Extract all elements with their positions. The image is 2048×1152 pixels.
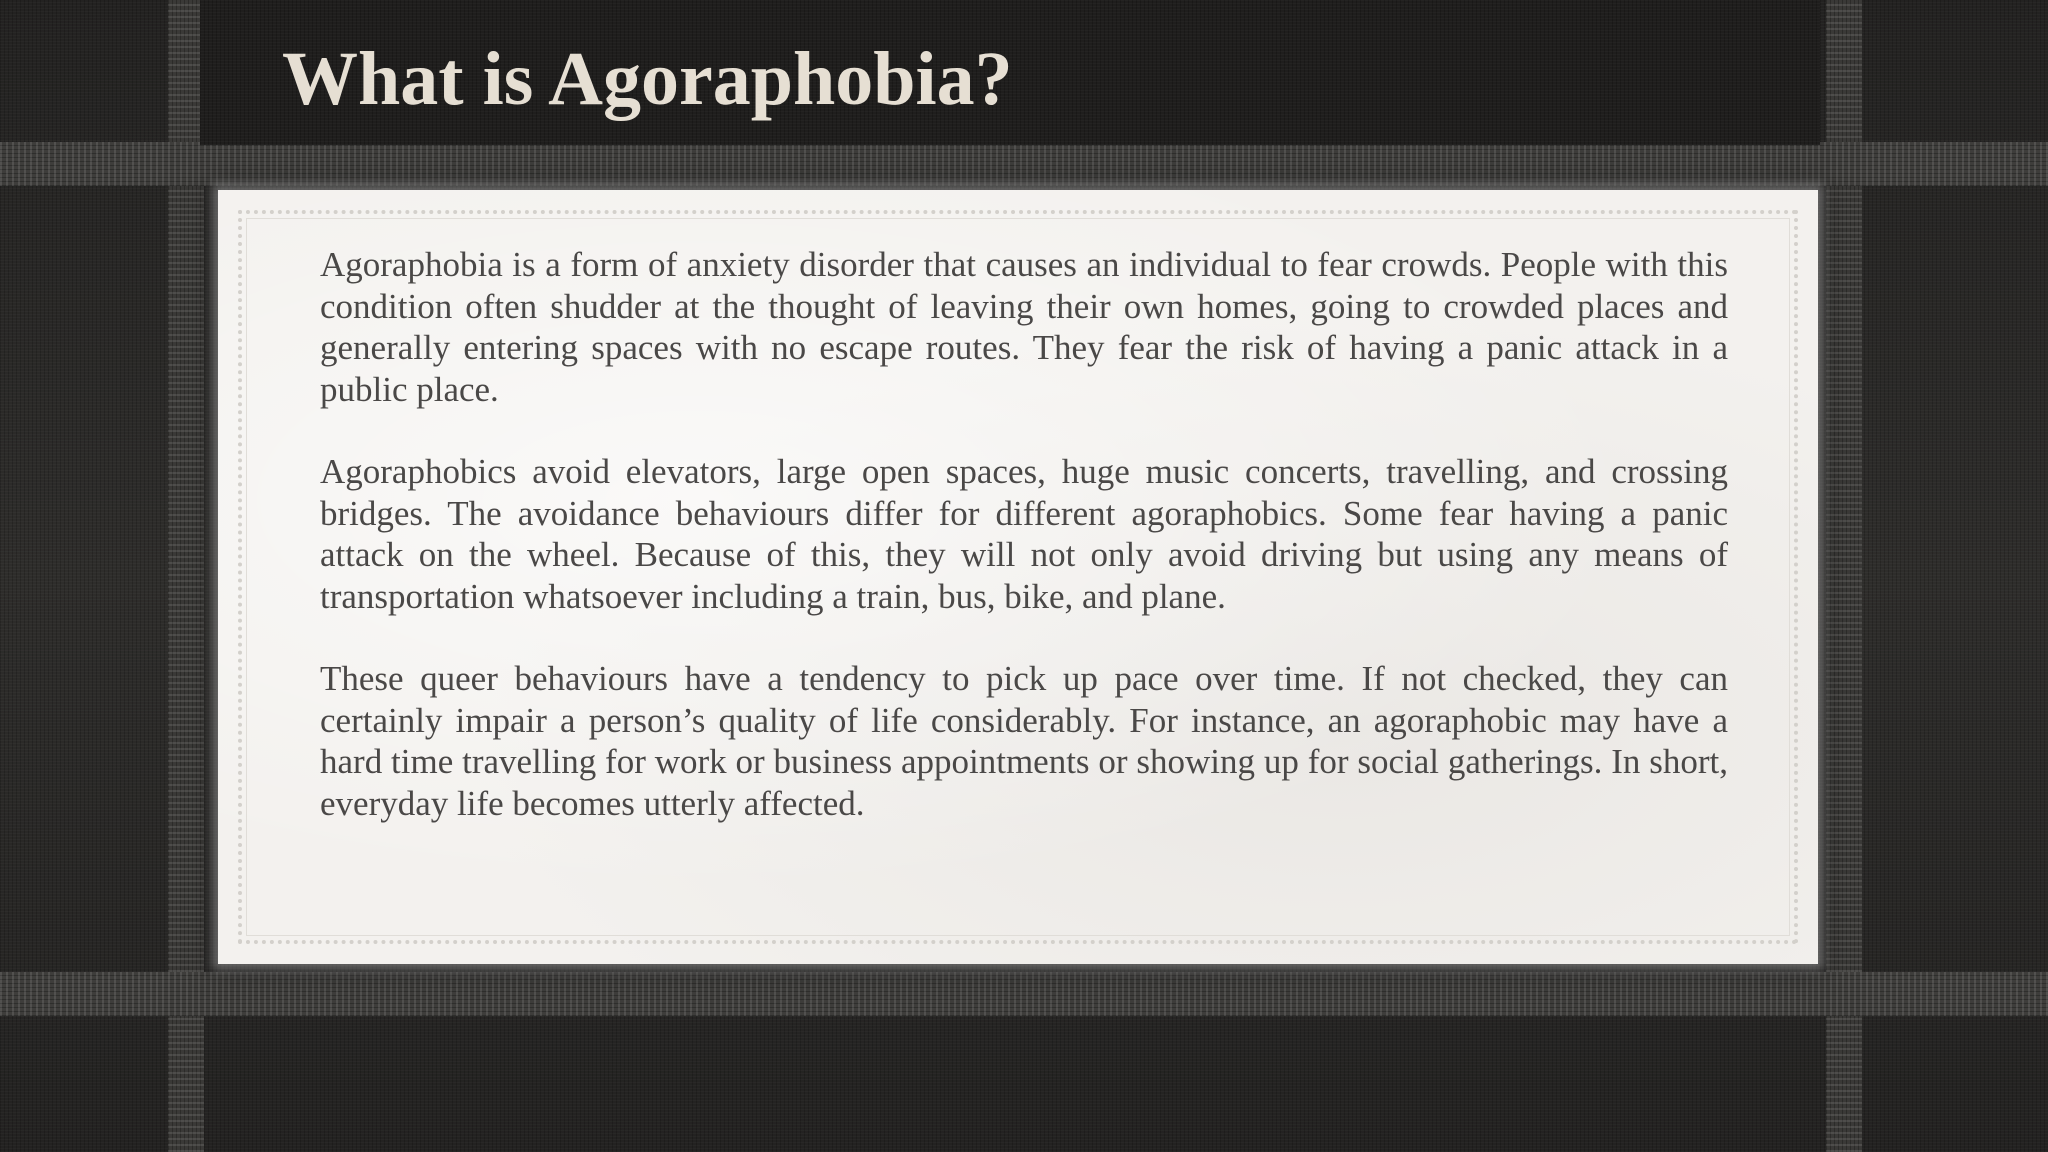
fabric-stripe-horizontal-top <box>0 142 2048 186</box>
paragraph-avoidance: Agoraphobics avoid elevators, large open spaces, huge music concerts, travelling, and crossing bridges. The avoidance behaviours differ for different agoraphobics. Some fear having a panic attack on the wheel. Because of this, they will not only avoid driving but using any means of transportation whatsoever including a train, bus, bike, and plane. <box>320 452 1728 616</box>
fabric-stripe-horizontal-bottom <box>0 972 2048 1016</box>
paragraph-impact: These queer behaviours have a tendency to pick up pace over time. If not checked, they can certainly impair a person’s quality of life considerably. For instance, an agoraphobic may have a hard time travelling for work or business appointments or showing up for social gatherings. In short, everyday life becomes utterly affected. <box>320 659 1728 823</box>
paragraph-definition: Agoraphobia is a form of anxiety disorder that causes an individual to fear crowds. People with this condition often shudder at the thought of leaving their own homes, going to crowded places and generally entering spaces with no escape routes. They fear the risk of having a panic attack in a public place. <box>320 245 1728 409</box>
slide-title: What is Agoraphobia? <box>282 37 1013 121</box>
paper-card <box>218 190 1818 964</box>
body-text <box>320 244 1728 865</box>
